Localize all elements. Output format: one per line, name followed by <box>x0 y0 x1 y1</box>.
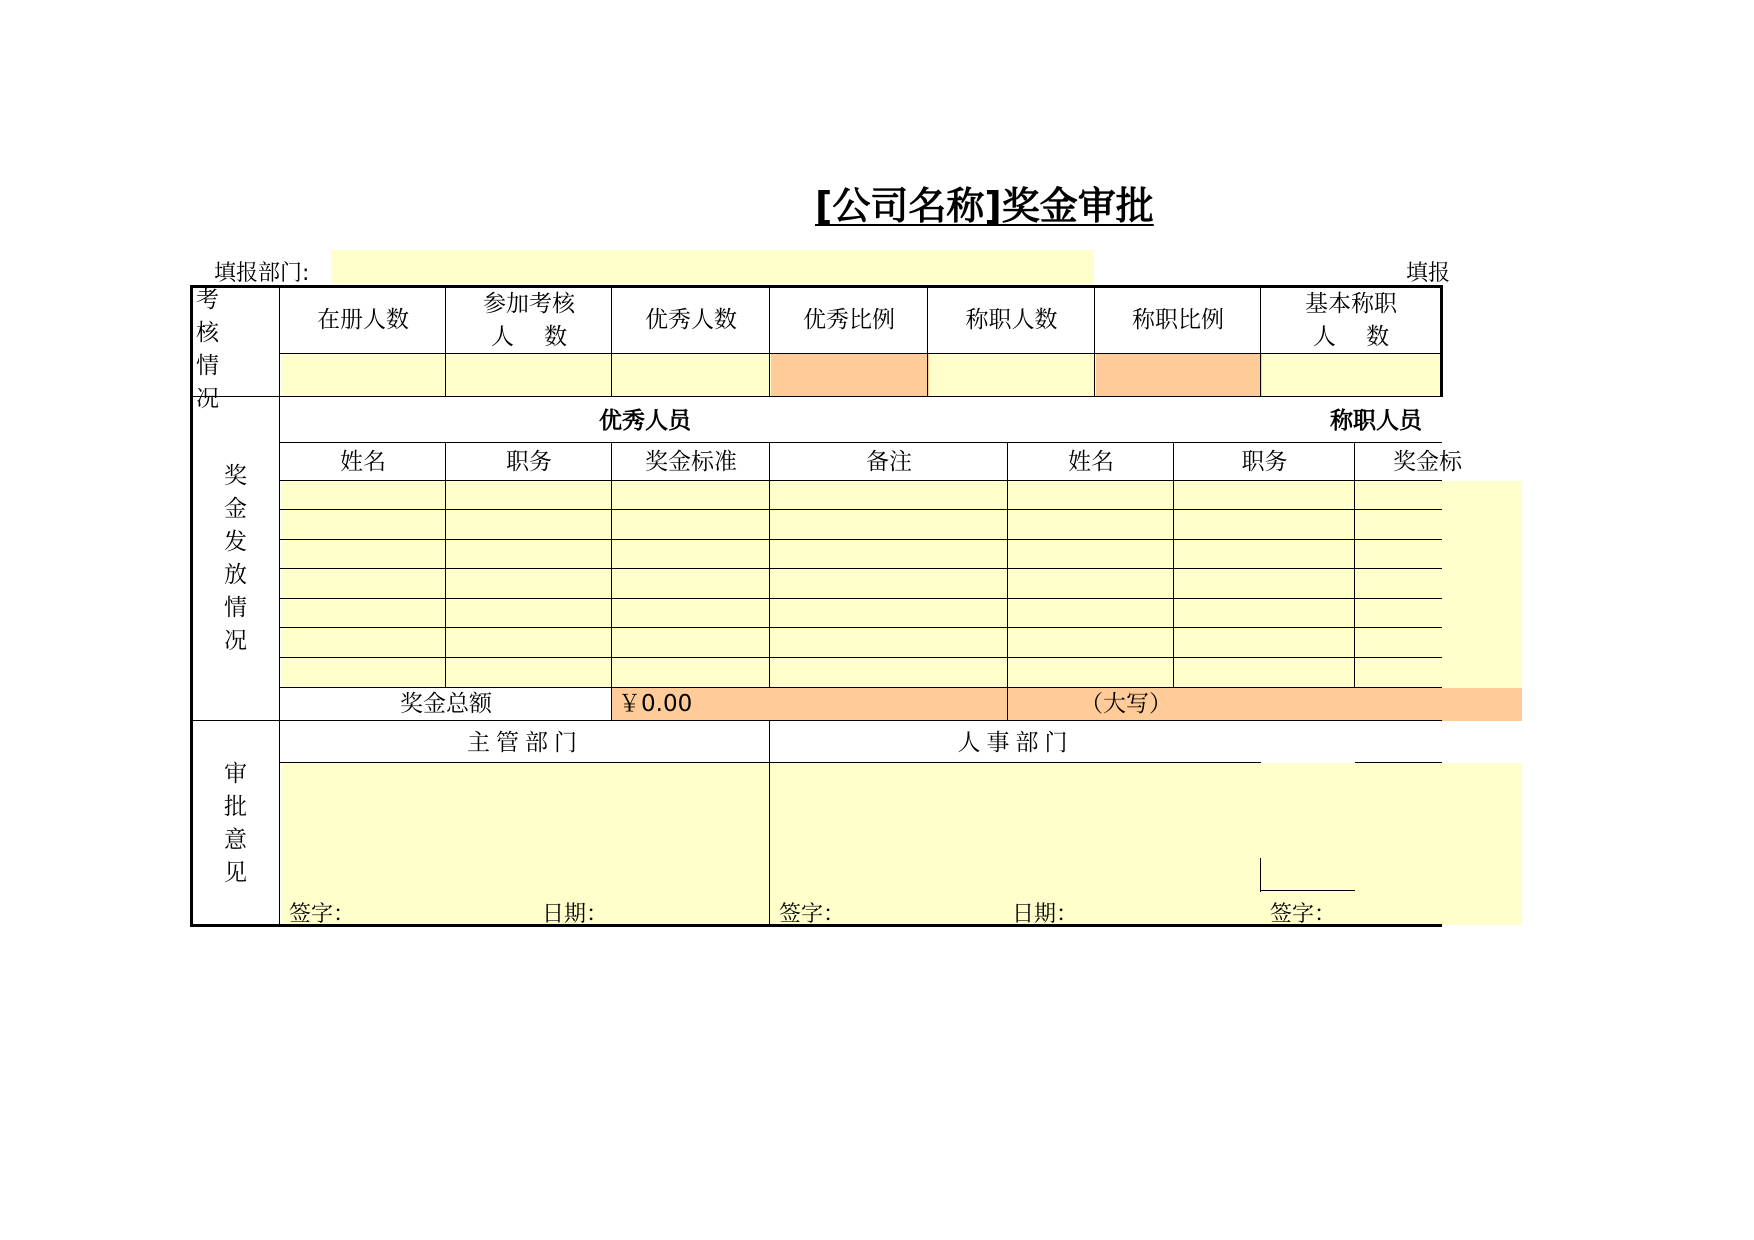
b-col-line <box>611 442 612 721</box>
bonus-row-line <box>280 509 1442 510</box>
manager-sign-label: 签字： <box>289 902 356 927</box>
competent-staff-title: 称职人员 <box>1330 408 1422 434</box>
approval-side-label: 审 批 意 见 <box>224 760 247 886</box>
col-bonus-standard-competent: 奖金标 <box>1393 449 1462 475</box>
fill-department-input[interactable] <box>331 250 1094 284</box>
bonus-title-line <box>280 442 1442 443</box>
basic-competent-count-cell[interactable] <box>1262 354 1442 397</box>
section-line-1 <box>191 396 1442 397</box>
page-title: [公司名称]奖金审批 <box>815 184 1154 228</box>
header-excellent-ratio: 优秀比例 <box>803 307 895 333</box>
third-sign-label: 签字： <box>1270 902 1337 927</box>
header-competent-ratio: 称职比例 <box>1132 307 1224 333</box>
bonus-row-line <box>280 568 1442 569</box>
fill-department-label: 填报部门: <box>214 261 310 286</box>
fill-date-label: 填报 <box>1406 261 1451 286</box>
bonus-data-overflow <box>1442 481 1522 688</box>
manager-department-header: 主管部门 <box>467 730 583 756</box>
assessment-input-cells-a[interactable] <box>281 354 771 397</box>
approval-divider-right <box>1260 858 1261 892</box>
hr-date-label: 日期： <box>1012 902 1079 927</box>
approval-sign-line <box>1261 890 1355 891</box>
excellent-staff-title: 优秀人员 <box>599 408 691 434</box>
competent-count-cell[interactable] <box>929 354 1096 397</box>
header-assessed-count: 参加考核 人 数 <box>483 290 575 350</box>
header-registered-count: 在册人数 <box>317 307 409 333</box>
bonus-row-line <box>280 627 1442 628</box>
b-col-line <box>1007 442 1008 721</box>
bonus-header-line <box>280 480 1442 481</box>
header-basic-competent-count: 基本称职 人 数 <box>1305 290 1397 350</box>
col-remarks: 备注 <box>866 449 912 475</box>
col-position: 职务 <box>506 449 552 475</box>
col-bonus-standard: 奖金标准 <box>645 449 737 475</box>
bonus-total-uppercase-label: （大写） <box>1080 691 1172 717</box>
excellent-ratio-cell <box>771 354 929 397</box>
approval-header-line <box>280 762 1261 763</box>
bonus-total-value: ￥0.00 <box>618 691 693 717</box>
bonus-row-line <box>280 539 1442 540</box>
approval-header-line-right <box>1355 762 1442 763</box>
bonus-row-line <box>280 657 1442 658</box>
col-name-competent: 姓名 <box>1068 449 1114 475</box>
bonus-total-label: 奖金总额 <box>400 691 492 717</box>
bonus-row-line <box>280 598 1442 599</box>
competent-ratio-cell <box>1096 354 1262 397</box>
manager-date-label: 日期： <box>542 902 609 927</box>
hr-sign-label: 签字： <box>779 902 846 927</box>
col-name: 姓名 <box>340 449 386 475</box>
hr-department-header: 人事部门 <box>957 730 1074 756</box>
bonus-side-label: 奖 金 发 放 情 况 <box>224 463 247 654</box>
header-excellent-count: 优秀人数 <box>645 307 737 333</box>
header-competent-count: 称职人数 <box>965 307 1058 333</box>
assessment-side-label: 考 核 情 况 <box>196 287 219 412</box>
col-position-competent: 职务 <box>1241 449 1288 475</box>
